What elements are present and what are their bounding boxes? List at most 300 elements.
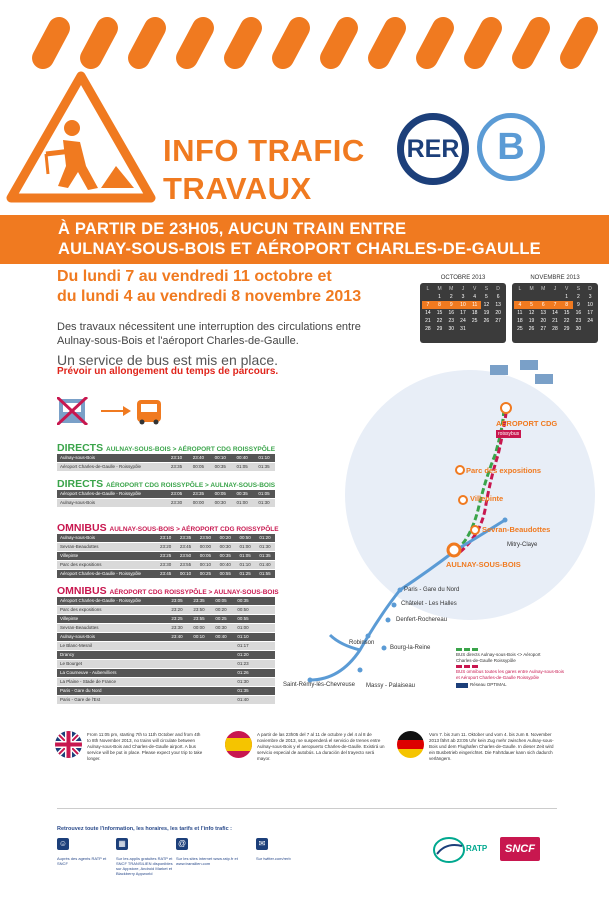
calendar-day: 13 [540,310,547,316]
calendar-day: 9 [576,302,580,308]
timetable-time: 00:35 [236,491,248,496]
timetable-time: 01:10 [237,634,249,639]
calendar-weekday: V [472,286,477,292]
timetable-time [166,696,188,704]
notice-english: From 11:05 pm, starting 7th to 11th October and from 4th to 8th November 2013, no trains will circulate between Aulnay-sous-Bois and Charles-de-Gaulle airport. A bus service will be put in place. Please expect your trip to take longer. [87,732,203,761]
timetable-row [57,597,275,606]
timetable-row [57,669,275,678]
timetable-time: 00:05 [199,553,212,558]
timetable-time: 23:45 [179,544,192,549]
timetable-time: 01:20 [237,652,249,657]
map-station-chatelet: Châtelet - Les Halles [401,601,457,607]
twitter-icon[interactable]: ✉ [256,838,268,850]
decor-dash [556,13,602,73]
timetable-row [57,552,275,561]
calendar-day: 18 [471,310,478,316]
timetable-heading [57,442,275,454]
timetable-time: 01:00 [239,544,251,549]
footer-divider [57,808,557,809]
calendar-day [526,293,538,301]
timetable-time: 01:05 [239,553,251,558]
spain-flag-icon [225,731,252,758]
calendar-weekday: L [426,286,430,292]
decor-dash [28,13,74,73]
timetable-time [188,642,210,650]
timetable-time: 00:50 [237,607,249,612]
timetable-row [57,624,275,633]
agent-icon: ☺ [58,839,68,848]
timetable-time [166,687,188,695]
bus-warning: Prévoir un allongement du temps de parcours. [57,366,279,377]
timetable-time: 00:40 [219,562,231,567]
timetable-time: 01:00 [236,500,248,505]
timetable-station: Aulnay-sous-Bois [60,500,96,505]
timetable-time: 23:55 [193,616,205,621]
timetable-time: 00:30 [219,544,231,549]
calendar-day: 17 [460,310,466,316]
map-station-sevran: Sevran-Beaudottes [482,525,551,534]
map-station-denfert: Denfert-Rochereau [396,617,448,623]
timetable-time: 23:35 [179,535,192,540]
calendar-day: 21 [552,318,558,324]
calendar-day: 23 [575,318,582,324]
timetable-row [57,463,275,472]
map-station-villepinte: Villepinte [470,494,504,503]
calendar-day: 7 [422,301,434,309]
timetable-time: 01:55 [259,571,271,576]
calendar-day: 11 [469,301,481,309]
footer-caption-twitter[interactable]: Sur twitter.com/rerb [256,856,291,861]
timetable-row [57,615,275,624]
timetable-station: Aulnay-sous-Bois [60,455,96,460]
timetable-time: 00:40 [236,455,248,460]
calendar-day: 19 [528,318,535,324]
map-station-robinson: Robinson [349,640,375,646]
roissybus-badge: roissybus [498,431,520,437]
timetable-time: 01:20 [259,535,271,540]
calendar-day: 4 [473,294,477,300]
timetable-time [210,642,232,650]
timetable-time: 23:25 [160,553,172,558]
timetable-station: Le Blanc-Mesnil [60,643,93,648]
timetable-time: 23:50 [179,553,192,558]
timetable [57,490,275,508]
calendar-day: 15 [563,310,570,316]
timetable-time: 23:55 [179,562,192,567]
timetable-time [166,669,188,677]
calendar-weekday: D [588,286,592,292]
timetable-time: 23:05 [171,598,183,603]
timetable-route: AULNAY-SOUS-BOIS > AÉROPORT CDG ROISSYPÔLE [106,446,276,453]
timetable-time: 23:50 [193,607,205,612]
calendar-title: OCTOBRE 2013 [440,275,486,281]
timetable-time: 00:00 [199,544,212,549]
ratp-logo-text: RATP [466,844,488,853]
timetable-row [57,543,275,552]
timetable-type: OMNIBUS [57,585,110,597]
decor-dash [460,13,506,73]
calendar-weekday: L [518,286,522,292]
timetable-station: Aéroport Charles-de-Gaulle - Roissypôle [60,464,142,469]
calendar-day: 3 [461,294,465,300]
timetable [57,534,275,579]
timetable-time: 00:20 [215,607,227,612]
timetable-time [210,678,232,686]
timetable-station: La Courneuve - Aubervilliers [60,670,117,675]
timetable-time [210,696,232,704]
calendar-day: 19 [483,310,490,316]
timetable-time [188,651,210,659]
calendar-day: 20 [495,310,501,316]
footer-heading: Retrouvez toute l'information, les horaires, les tarifs et l'info trafic : [57,826,232,832]
timetable-time: 00:10 [193,634,205,639]
web-icon: @ [177,839,187,848]
timetable-time [210,687,232,695]
route-map [280,360,609,690]
calendar-day: 4 [514,301,526,309]
calendar-day: 30 [575,326,582,332]
calendar-weekday: M [529,286,534,292]
legend-omnibus: BUS omnibus toutes les gares entre Aulnay-sous-Bois et Aéroport Charles-de-Gaulle Roissypôle [456,669,565,680]
calendar-day: 16 [575,310,582,316]
timetable-time: 23:30 [171,625,183,630]
map-station-massy: Massy - Palaiseau [366,683,416,689]
decor-dash [316,13,362,73]
calendar-day [481,325,493,333]
timetable-row [57,490,275,499]
timetable-time: 01:26 [237,670,249,675]
calendar-weekday: S [484,286,489,292]
train-to-bus-icon [57,397,167,425]
timetable-station: Paris - Gare du Nord [60,688,102,693]
timetable-station: Sevran-Beaudottes [60,625,99,630]
calendar-day: 13 [495,302,501,308]
calendar-day: 6 [537,301,549,309]
timetable-time: 01:40 [259,562,271,567]
timetable-row [57,606,275,615]
timetable-time: 01:23 [237,661,249,666]
calendar-day: 5 [484,294,488,300]
calendar-weekday: M [449,286,454,292]
timetable-time: 23:10 [160,535,172,540]
timetable-row [57,454,275,463]
rer-logo: RER [397,113,469,185]
timetable-station: Aulnay-sous-Bois [60,535,96,540]
timetable-time [188,660,210,668]
calendar-day: 11 [517,310,523,316]
timetable [57,597,275,705]
decor-dash [268,13,314,73]
dates-line2: du lundi 4 au vendredi 8 novembre 2013 [57,288,362,305]
alert-banner [0,215,609,264]
calendar-day: 2 [449,294,453,300]
timetable-heading [57,585,279,597]
timetable-station: Villepinte [60,553,79,558]
dates-line1: Du lundi 7 au vendredi 11 octobre et [57,268,332,285]
timetable-station: La Plaine - Stade de France [60,679,117,684]
timetable-row [57,660,275,669]
timetable-station: Le Bourget [60,661,83,666]
timetable-row [57,687,275,696]
decor-dash [364,13,410,73]
timetable-time: 23:35 [170,464,183,469]
calendar-day: 25 [517,326,523,332]
timetable-time [210,660,232,668]
timetable-time: 23:50 [199,535,212,540]
calendar-day: 8 [434,301,446,309]
calendar-day: 27 [495,318,501,324]
calendar-day: 3 [588,294,592,300]
title-line1: INFO TRAFIC [163,133,365,168]
timetable-row [57,651,275,660]
decor-dash [76,13,122,73]
timetable-time: 01:00 [237,625,249,630]
timetable-station: Aéroport Charles-de-Gaulle - Roissypôle [60,571,142,576]
timetable-time: 00:10 [199,562,212,567]
calendar-weekday: V [564,286,569,292]
calendar-day: 7 [549,301,561,309]
roadworks-sign-icon [6,70,156,205]
calendar-day: 12 [528,310,535,316]
timetable-time: 00:55 [219,571,231,576]
timetable-type: OMNIBUS [57,522,110,534]
calendar-day [584,325,596,333]
calendar-day [537,293,549,301]
calendar-month [420,275,506,343]
calendar-day: 20 [540,318,547,324]
timetable-station: Aulnay-sous-Bois [60,634,96,639]
calendar-day: 30 [448,326,455,332]
timetable-time [210,669,232,677]
timetable-time: 00:25 [199,571,212,576]
timetable-time: 00:35 [237,598,249,603]
map-station-gare-du-nord: Paris - Gare du Nord [404,587,460,593]
calendar-day: 28 [552,326,558,332]
timetable-time: 00:05 [214,491,226,496]
calendar-day: 14 [552,310,558,316]
ratp-logo-icon [432,836,466,864]
timetable-time: 23:40 [192,455,204,460]
calendar-day: 16 [448,310,455,316]
decor-dash [172,13,218,73]
timetable-row [57,534,275,543]
calendar-day: 1 [438,294,441,300]
timetable-time: 00:20 [219,535,231,540]
timetable-time: 00:05 [215,598,227,603]
calendar-day: 28 [425,326,431,332]
calendar-day: 6 [496,294,500,300]
timetable-row [57,499,275,508]
timetable-time: 23:45 [160,571,172,576]
app-icon: ▦ [116,838,128,850]
calendar-day: 24 [460,318,466,324]
calendar-day: 31 [460,326,466,332]
timetable-time: 23:20 [171,607,183,612]
timetable-time [188,687,210,695]
title-line2: TRAVAUX [163,171,312,206]
timetable-time: 23:35 [192,491,204,496]
timetable-row [57,570,275,579]
banner-line2: AULNAY-SOUS-BOIS ET AÉROPORT CHARLES-DE-GAULLE [58,240,541,258]
timetable-time: 01:05 [258,491,270,496]
timetable-time: 00:40 [215,634,227,639]
timetable-time: 00:55 [237,616,249,621]
map-station-bourg: Bourg-la-Reine [390,645,431,651]
timetable-time: 00:00 [192,500,204,505]
map-station-cdg: AÉROPORT CDG [496,419,558,428]
calendar-day: 29 [436,326,443,332]
calendar-day: 26 [483,318,490,324]
timetable-time: 00:30 [214,500,226,505]
map-station-aulnay: AULNAY-SOUS-BOIS [446,560,521,569]
sncf-logo: SNCF [500,837,540,861]
timetable-time: 00:25 [215,616,227,621]
timetable-time: 23:20 [160,544,172,549]
calendar-day: 18 [517,318,523,324]
calendar-day: 15 [436,310,443,316]
timetable-time: 23:10 [170,455,183,460]
legend-optimal: Réseau OPTIMAL [470,682,507,687]
timetable-row [57,678,275,687]
timetable-time: 01:30 [237,679,249,684]
calendar-day: 1 [565,294,569,300]
decor-dash [220,13,266,73]
timetable-time: 00:10 [214,455,226,460]
timetable-row [57,633,275,642]
map-station-saint-remy: Saint-Rémy-lès-Chevreuse [283,682,356,688]
calendar-title: NOVEMBRE 2013 [530,275,580,281]
timetable-time: 00:50 [239,535,251,540]
calendar-day: 2 [576,294,580,300]
timetable-heading [57,478,275,490]
timetable-station: Sevran-Beaudottes [60,544,99,549]
footer-caption-web: Sur les sites internet www.ratp.fr et www.transilien.com [176,856,238,866]
calendar-weekday: S [576,286,581,292]
timetable-station: Parc des expositions [60,607,102,612]
calendar-weekday: M [541,286,546,292]
timetable-station: Drancy [60,652,75,657]
calendar-day: 27 [540,326,547,332]
calendar-day: 10 [587,302,593,308]
bus-heading: Un service de bus est mis en place. [57,352,278,368]
calendar-month [512,275,598,343]
notice-spanish: A partir de las 23h05 del 7 al 11 de octubre y del 4 al 8 de noviembre de 2013, se suspenderá el servicio de trenes entre Aulnay-sous-Bois y el aeropuerto Charles-de-Gaulle. Existirá un servicio especial de autobús. La duración del trayecto será mayor. [257,732,385,761]
timetable-time [188,678,210,686]
timetable-time [210,651,232,659]
decor-dash [412,13,458,73]
timetable-time [166,651,188,659]
timetable-heading [57,522,279,534]
calendar-day: 23 [448,318,455,324]
line-b-logo: B [477,113,545,181]
timetable-time: 00:10 [179,571,192,576]
timetable-time: 01:10 [239,562,251,567]
timetable-time: 01:05 [236,464,248,469]
timetable-time: 01:35 [258,464,270,469]
timetable-time: 01:17 [237,643,249,648]
calendar-weekday: D [496,286,500,292]
timetable [57,454,275,472]
timetable-time: 01:25 [239,571,251,576]
calendar-day: 9 [445,301,457,309]
calendar-weekday: M [437,286,442,292]
calendar-day: 8 [561,301,573,309]
timetable-type: DIRECTS [57,442,107,454]
timetable-time: 23:30 [160,562,172,567]
calendar-day [549,293,561,301]
calendar-day: 21 [425,318,431,324]
timetable-time: 01:30 [258,500,270,505]
timetable-row [57,642,275,651]
timetable-time: 01:40 [237,697,249,702]
timetable-time: 23:25 [171,616,183,621]
timetable-station: Paris - Gare de l'Est [60,697,101,702]
timetable-time: 00:35 [219,553,231,558]
timetable-station: Parc des expositions [60,562,102,567]
calendar-day: 12 [483,302,490,308]
decor-dash [124,13,170,73]
timetable-time [188,669,210,677]
timetable-time: 01:10 [258,455,270,460]
calendar-day [422,293,434,301]
timetable-time [166,660,188,668]
timetable-time [166,678,188,686]
calendar-day: 29 [563,326,570,332]
map-station-parc: Parc des expositions [466,466,542,475]
calendar-day: 22 [563,318,570,324]
timetable-route: AÉROPORT CDG ROISSYPÔLE > AULNAY-SOUS-BOIS [109,589,279,596]
calendar-day: 17 [587,310,593,316]
footer-caption-apps: Sur les applis gratuites RATP et SNCF TRANSILIEN disponibles sur Appstore, Android Market et Blackberry Appworld [116,856,173,876]
calendar-day: 5 [526,301,538,309]
map-station-mitry: Mitry-Claye [507,542,538,548]
timetable-row [57,696,275,705]
timetable-route: AULNAY-SOUS-BOIS > AÉROPORT CDG ROISSYPÔLE [109,526,279,533]
uk-flag-icon [55,731,82,758]
timetable-time: 00:30 [215,625,227,630]
timetable-time: 01:30 [259,544,271,549]
legend-direct: BUS directs Aulnay-sous-Bois <> Aéroport Charles-de-Gaulle Roissypôle [456,652,541,663]
calendar-day: 25 [471,318,478,324]
calendar-weekday: J [553,286,557,292]
timetable-station: Aéroport Charles-de-Gaulle - Roissypôle [60,491,142,496]
timetable-time: 00:05 [192,464,204,469]
notice-german: Vom 7. bis zum 11. Oktober und vom 4. bis zum 8. November 2013 fährt ab 23:05 Uhr kein Zug mehr zwischen Aulnay-sous-Bois und dem Flughafen Charles-de-Gaulle. In dieser Zeit wird ein Busbetrieb eingerichtet. Die Fahrtdauer kann sich dadurch verlängern. [429,732,554,761]
timetable-station: Villepinte [60,616,79,621]
intro-text: Des travaux nécessitent une interruption des circulations entre Aulnay-sous-Bois et l'aéroport Charles-de-Gaulle. [57,321,361,347]
timetable-time: 23:30 [170,500,183,505]
calendar-day: 14 [425,310,431,316]
timetable-time: 23:05 [170,491,183,496]
timetable-time [188,696,210,704]
timetable-time: 23:40 [171,634,183,639]
calendar-day [514,293,526,301]
calendar-day [492,325,504,333]
timetable-station: Aéroport Charles-de-Gaulle - Roissypôle [60,598,142,603]
calendar-weekday: J [461,286,465,292]
legend-optimal-swatch [456,683,468,688]
footer-caption-agents: Auprès des agents RATP et SNCF [57,856,107,866]
timetable-time: 00:35 [214,464,226,469]
timetable-time: 01:35 [259,553,271,558]
germany-flag-icon [397,731,424,758]
timetable-route: AÉROPORT CDG ROISSYPÔLE > AULNAY-SOUS-BOIS [106,482,276,489]
banner-line1: À PARTIR DE 23H05, AUCUN TRAIN ENTRE [58,220,407,238]
timetable-row [57,561,275,570]
timetable-time: 01:35 [237,688,249,693]
calendar-day: 26 [528,326,535,332]
calendar-day: 24 [587,318,593,324]
